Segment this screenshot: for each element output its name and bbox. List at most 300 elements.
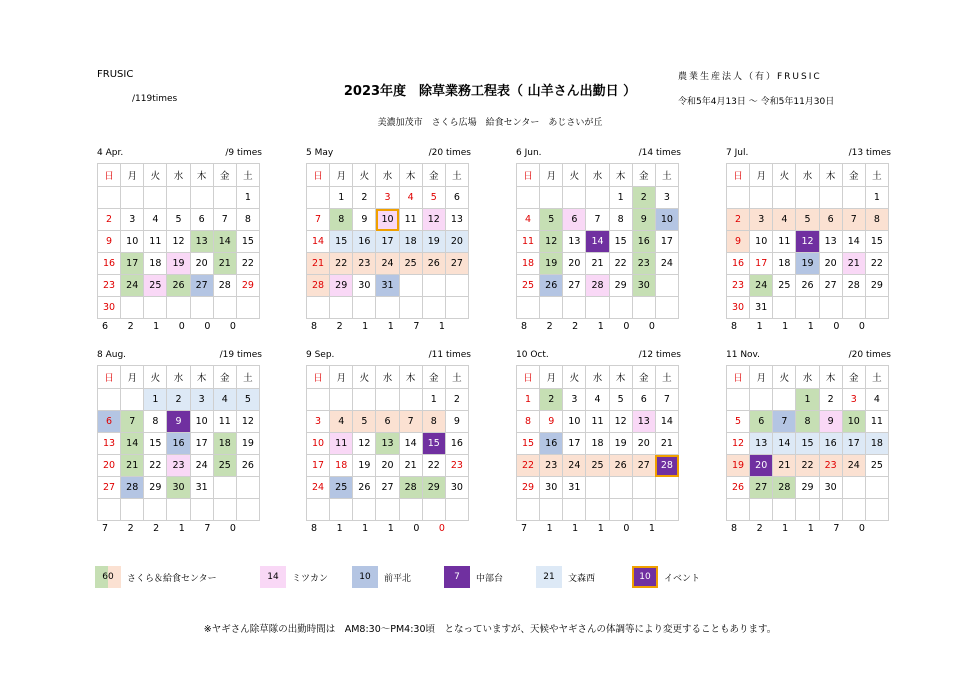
day-cell: 29 <box>609 275 632 297</box>
month-name: 8 Aug. <box>97 350 127 360</box>
day-cell: 19 <box>167 253 190 275</box>
day-cell: 22 <box>144 455 167 477</box>
org-name: FRUSIC <box>97 69 134 80</box>
month-name: 10 Oct. <box>516 350 549 360</box>
month-times: /11 times <box>428 350 471 360</box>
day-cell <box>609 477 632 499</box>
day-cell: 3 <box>842 389 865 411</box>
day-cell: 19 <box>353 455 376 477</box>
total-value: 0 <box>413 523 420 534</box>
day-cell: 2 <box>98 209 121 231</box>
day-cell <box>307 297 330 319</box>
day-cell <box>376 389 399 411</box>
weekday-header: 土 <box>655 164 678 187</box>
day-cell: 29 <box>236 275 259 297</box>
day-cell: 21 <box>842 253 865 275</box>
day-cell <box>353 297 376 319</box>
day-cell: 17 <box>750 253 773 275</box>
legend-swatch-bunmori: 21 <box>536 566 562 588</box>
weekday-header: 月 <box>121 164 144 187</box>
month-name: 7 Jul. <box>726 148 749 158</box>
weekday-header: 火 <box>563 164 586 187</box>
month-calendar <box>97 148 260 332</box>
day-cell <box>632 477 655 499</box>
day-cell: 1 <box>609 187 632 209</box>
day-cell: 6 <box>445 187 468 209</box>
day-cell: 27 <box>819 275 842 297</box>
day-cell <box>540 297 563 319</box>
day-cell: 12 <box>540 231 563 253</box>
day-cell: 19 <box>727 455 750 477</box>
month-totals <box>731 523 865 534</box>
month-header <box>97 148 260 163</box>
total-value: 1 <box>362 321 369 332</box>
day-cell: 11 <box>773 231 796 253</box>
day-cell: 27 <box>445 253 468 275</box>
day-cell: 1 <box>796 389 819 411</box>
day-cell <box>121 187 144 209</box>
day-cell: 28 <box>655 455 678 477</box>
legend-swatch-mitsukan: 14 <box>260 566 286 588</box>
day-cell: 6 <box>190 209 213 231</box>
day-cell: 11 <box>144 231 167 253</box>
day-cell: 18 <box>773 253 796 275</box>
day-cell: 9 <box>167 411 190 433</box>
day-cell: 29 <box>144 477 167 499</box>
day-cell <box>750 389 773 411</box>
total-value: 2 <box>546 321 553 332</box>
weekday-header: 火 <box>353 366 376 389</box>
weekday-header: 木 <box>190 366 213 389</box>
weekday-header: 土 <box>236 164 259 187</box>
day-cell: 28 <box>586 275 609 297</box>
day-cell <box>144 187 167 209</box>
month-times: /14 times <box>638 148 681 158</box>
day-cell: 20 <box>98 455 121 477</box>
total-value: 2 <box>127 523 134 534</box>
day-cell <box>167 187 190 209</box>
month-totals <box>521 523 655 534</box>
total-value: 6 <box>102 321 109 332</box>
day-cell: 16 <box>353 231 376 253</box>
day-cell <box>750 499 773 521</box>
day-cell: 25 <box>773 275 796 297</box>
day-cell <box>399 297 422 319</box>
month-calendar <box>516 148 679 332</box>
total-value: 7 <box>102 523 109 534</box>
total-value: 8 <box>731 523 738 534</box>
weekday-header: 土 <box>655 366 678 389</box>
day-cell: 4 <box>399 187 422 209</box>
day-cell: 7 <box>213 209 236 231</box>
day-cell <box>213 477 236 499</box>
day-cell: 2 <box>167 389 190 411</box>
day-cell: 1 <box>517 389 540 411</box>
weekday-header: 日 <box>727 366 750 389</box>
day-cell: 6 <box>632 389 655 411</box>
weekday-header: 土 <box>865 164 888 187</box>
day-cell <box>399 389 422 411</box>
weekday-header: 日 <box>98 164 121 187</box>
day-cell: 16 <box>167 433 190 455</box>
total-value: 0 <box>648 321 655 332</box>
day-cell <box>819 297 842 319</box>
day-cell: 15 <box>609 231 632 253</box>
weekday-header: 火 <box>773 164 796 187</box>
month-times: /20 times <box>848 350 891 360</box>
day-cell: 19 <box>609 433 632 455</box>
day-cell: 14 <box>842 231 865 253</box>
day-cell: 11 <box>865 411 888 433</box>
day-cell: 28 <box>307 275 330 297</box>
period-range: 令和5年4月13日 ～ 令和5年11月30日 <box>678 97 835 107</box>
day-cell: 8 <box>865 209 888 231</box>
day-cell: 8 <box>796 411 819 433</box>
day-cell: 27 <box>376 477 399 499</box>
total-value: 0 <box>229 321 236 332</box>
day-cell: 26 <box>609 455 632 477</box>
day-cell: 30 <box>98 297 121 319</box>
day-cell: 4 <box>586 389 609 411</box>
day-cell: 5 <box>727 411 750 433</box>
total-value: 1 <box>782 321 789 332</box>
day-cell: 14 <box>213 231 236 253</box>
day-cell <box>727 389 750 411</box>
day-cell: 31 <box>563 477 586 499</box>
day-cell: 13 <box>750 433 773 455</box>
day-cell <box>190 297 213 319</box>
day-cell <box>144 499 167 521</box>
day-cell: 27 <box>750 477 773 499</box>
day-cell <box>98 389 121 411</box>
total-value: 2 <box>572 321 579 332</box>
day-cell: 13 <box>632 411 655 433</box>
day-cell <box>865 477 888 499</box>
day-cell <box>445 297 468 319</box>
day-cell: 26 <box>236 455 259 477</box>
weekday-header: 木 <box>190 164 213 187</box>
day-cell: 28 <box>121 477 144 499</box>
day-cell <box>236 297 259 319</box>
weekday-header: 水 <box>586 366 609 389</box>
month-times: /9 times <box>225 148 262 158</box>
day-cell: 5 <box>796 209 819 231</box>
day-cell <box>773 499 796 521</box>
total-value: 0 <box>623 321 630 332</box>
month-grid <box>516 163 679 319</box>
day-cell <box>865 499 888 521</box>
day-cell: 5 <box>167 209 190 231</box>
day-cell: 5 <box>540 209 563 231</box>
day-cell: 21 <box>773 455 796 477</box>
day-cell <box>563 187 586 209</box>
total-value: 8 <box>731 321 738 332</box>
day-cell: 28 <box>213 275 236 297</box>
day-cell: 5 <box>609 389 632 411</box>
weekday-header: 日 <box>307 366 330 389</box>
locations-subtitle: 美濃加茂市 さくら広場 給食センター あじさいが丘 <box>377 118 603 128</box>
day-cell <box>121 297 144 319</box>
month-grid <box>306 163 469 319</box>
day-cell: 2 <box>727 209 750 231</box>
day-cell: 26 <box>353 477 376 499</box>
day-cell: 30 <box>819 477 842 499</box>
day-cell: 6 <box>376 411 399 433</box>
day-cell: 1 <box>865 187 888 209</box>
day-cell <box>376 297 399 319</box>
day-cell: 7 <box>842 209 865 231</box>
day-cell <box>376 499 399 521</box>
day-cell <box>609 297 632 319</box>
day-cell: 21 <box>586 253 609 275</box>
month-grid <box>726 365 889 521</box>
day-cell: 29 <box>330 275 353 297</box>
weekday-header: 土 <box>445 366 468 389</box>
day-cell: 14 <box>121 433 144 455</box>
day-cell: 24 <box>190 455 213 477</box>
total-value: 8 <box>311 321 318 332</box>
month-times: /12 times <box>638 350 681 360</box>
day-cell: 14 <box>655 411 678 433</box>
total-value: 7 <box>413 321 420 332</box>
day-cell: 28 <box>842 275 865 297</box>
total-value: 1 <box>387 321 394 332</box>
total-value: 7 <box>204 523 211 534</box>
total-value: 1 <box>438 321 445 332</box>
day-cell: 10 <box>376 209 399 231</box>
day-cell <box>190 499 213 521</box>
day-cell: 30 <box>445 477 468 499</box>
day-cell <box>842 477 865 499</box>
weekday-header: 日 <box>727 164 750 187</box>
day-cell: 23 <box>540 455 563 477</box>
weekday-header: 金 <box>632 366 655 389</box>
total-value: 2 <box>336 321 343 332</box>
day-cell <box>167 499 190 521</box>
day-cell: 6 <box>98 411 121 433</box>
weekday-header: 金 <box>213 366 236 389</box>
day-cell: 2 <box>353 187 376 209</box>
day-cell: 8 <box>236 209 259 231</box>
day-cell: 8 <box>330 209 353 231</box>
day-cell: 8 <box>422 411 445 433</box>
weekday-header: 月 <box>330 366 353 389</box>
day-cell: 11 <box>517 231 540 253</box>
day-cell: 8 <box>609 209 632 231</box>
day-cell <box>236 477 259 499</box>
day-cell <box>445 275 468 297</box>
total-value: 1 <box>387 523 394 534</box>
day-cell <box>609 499 632 521</box>
day-cell: 19 <box>422 231 445 253</box>
day-cell: 28 <box>399 477 422 499</box>
month-grid <box>516 365 679 521</box>
day-cell: 26 <box>727 477 750 499</box>
day-cell: 19 <box>796 253 819 275</box>
day-cell: 16 <box>445 433 468 455</box>
day-cell: 2 <box>540 389 563 411</box>
day-cell <box>750 187 773 209</box>
weekday-header: 土 <box>445 164 468 187</box>
total-value: 1 <box>807 523 814 534</box>
day-cell: 18 <box>517 253 540 275</box>
day-cell <box>632 499 655 521</box>
day-cell: 24 <box>563 455 586 477</box>
day-cell: 15 <box>422 433 445 455</box>
day-cell: 15 <box>796 433 819 455</box>
day-cell: 27 <box>190 275 213 297</box>
total-value: 0 <box>858 321 865 332</box>
weekday-header: 金 <box>213 164 236 187</box>
weekday-header: 水 <box>376 366 399 389</box>
day-cell <box>540 187 563 209</box>
day-cell: 23 <box>353 253 376 275</box>
total-value: 8 <box>521 321 528 332</box>
day-cell: 16 <box>632 231 655 253</box>
weekday-header: 木 <box>609 164 632 187</box>
day-cell <box>819 187 842 209</box>
total-value: 1 <box>362 523 369 534</box>
day-cell: 9 <box>353 209 376 231</box>
day-cell: 11 <box>330 433 353 455</box>
day-cell: 18 <box>399 231 422 253</box>
legend-event <box>632 566 700 588</box>
legend-maehira <box>352 566 411 588</box>
weekday-header: 水 <box>167 366 190 389</box>
month-header <box>726 148 889 163</box>
day-cell: 12 <box>422 209 445 231</box>
day-cell: 21 <box>307 253 330 275</box>
day-cell: 3 <box>376 187 399 209</box>
day-cell: 16 <box>540 433 563 455</box>
day-cell: 9 <box>819 411 842 433</box>
day-cell <box>842 499 865 521</box>
total-value: 7 <box>521 523 528 534</box>
weekday-header: 月 <box>330 164 353 187</box>
corporation-name: 農業生産法人（有）FRUSIC <box>678 72 822 82</box>
total-value: 1 <box>648 523 655 534</box>
day-cell: 9 <box>445 411 468 433</box>
day-cell: 26 <box>167 275 190 297</box>
day-cell: 10 <box>563 411 586 433</box>
day-cell: 22 <box>517 455 540 477</box>
day-cell: 24 <box>307 477 330 499</box>
day-cell: 27 <box>563 275 586 297</box>
total-value: 1 <box>597 321 604 332</box>
day-cell: 11 <box>213 411 236 433</box>
day-cell: 2 <box>632 187 655 209</box>
weekday-header: 日 <box>517 366 540 389</box>
day-cell: 13 <box>819 231 842 253</box>
day-cell <box>330 389 353 411</box>
day-cell <box>773 389 796 411</box>
day-cell: 6 <box>750 411 773 433</box>
day-cell: 24 <box>376 253 399 275</box>
day-cell: 10 <box>750 231 773 253</box>
legend-label-bunmori: 文森西 <box>568 573 596 584</box>
day-cell: 27 <box>632 455 655 477</box>
day-cell: 26 <box>796 275 819 297</box>
day-cell: 30 <box>167 477 190 499</box>
weekday-header: 木 <box>819 366 842 389</box>
month-grid <box>97 163 260 319</box>
total-value: 1 <box>572 523 579 534</box>
day-cell: 21 <box>655 433 678 455</box>
month-calendar <box>726 148 889 332</box>
day-cell: 3 <box>655 187 678 209</box>
weekday-header: 金 <box>632 164 655 187</box>
day-cell: 18 <box>330 455 353 477</box>
day-cell <box>727 187 750 209</box>
day-cell: 7 <box>655 389 678 411</box>
day-cell: 28 <box>773 477 796 499</box>
day-cell: 29 <box>865 275 888 297</box>
day-cell: 3 <box>750 209 773 231</box>
day-cell: 12 <box>236 411 259 433</box>
weekday-header: 火 <box>563 366 586 389</box>
day-cell: 30 <box>727 297 750 319</box>
month-header <box>97 350 260 365</box>
total-value: 0 <box>204 321 211 332</box>
day-cell: 5 <box>236 389 259 411</box>
total-value: 2 <box>153 523 160 534</box>
day-cell: 8 <box>517 411 540 433</box>
weekday-header: 水 <box>796 164 819 187</box>
month-calendar <box>726 350 889 534</box>
total-value: 1 <box>782 523 789 534</box>
day-cell <box>586 499 609 521</box>
day-cell <box>307 499 330 521</box>
day-cell: 29 <box>796 477 819 499</box>
weekday-header: 水 <box>586 164 609 187</box>
weekday-header: 月 <box>540 366 563 389</box>
weekday-header: 火 <box>353 164 376 187</box>
day-cell: 22 <box>330 253 353 275</box>
day-cell: 2 <box>445 389 468 411</box>
day-cell: 13 <box>445 209 468 231</box>
legend-label-mitsukan: ミツカン <box>292 573 329 584</box>
day-cell <box>517 499 540 521</box>
day-cell <box>144 297 167 319</box>
day-cell <box>353 499 376 521</box>
weekday-header: 火 <box>773 366 796 389</box>
day-cell <box>399 499 422 521</box>
day-cell <box>655 477 678 499</box>
day-cell: 6 <box>563 209 586 231</box>
day-cell: 27 <box>98 477 121 499</box>
day-cell: 30 <box>353 275 376 297</box>
total-value: 1 <box>807 321 814 332</box>
weekday-header: 水 <box>376 164 399 187</box>
day-cell: 25 <box>213 455 236 477</box>
day-cell <box>422 499 445 521</box>
day-cell: 1 <box>330 187 353 209</box>
total-value: 1 <box>546 523 553 534</box>
day-cell: 15 <box>144 433 167 455</box>
month-calendar <box>306 148 469 332</box>
month-name: 4 Apr. <box>97 148 124 158</box>
day-cell: 16 <box>98 253 121 275</box>
month-totals <box>311 321 445 332</box>
day-cell: 7 <box>121 411 144 433</box>
day-cell: 3 <box>190 389 213 411</box>
day-cell: 1 <box>422 389 445 411</box>
day-cell: 1 <box>236 187 259 209</box>
weekday-header: 火 <box>144 164 167 187</box>
day-cell: 13 <box>563 231 586 253</box>
day-cell: 30 <box>632 275 655 297</box>
day-cell: 10 <box>121 231 144 253</box>
